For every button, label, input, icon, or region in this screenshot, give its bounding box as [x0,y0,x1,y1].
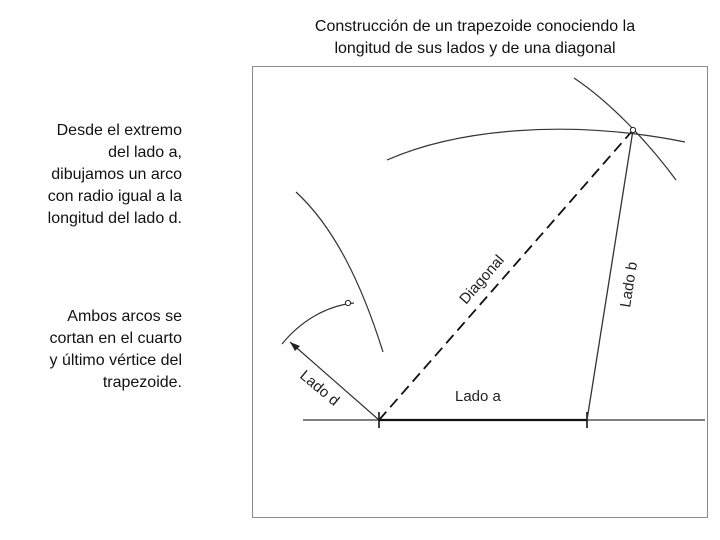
intersection-point-left [345,300,350,305]
title-line-2: longitud de sus lados y de una diagonal [334,40,616,57]
diagonal-line [379,130,633,420]
fourth-vertex-point [630,127,635,132]
label-lado-a: Lado a [455,388,501,405]
arc-upper-right [574,78,676,180]
arc-upper-left [296,192,383,352]
explanation-paragraph-2: Ambos arcos se cortan en el cuarto y último vértice del trapezoide. [49,308,182,391]
arc-upper-horizontal [387,129,685,160]
label-lado-d: Lado d [296,367,343,410]
title-line-1: Construcción de un trapezoide conociendo la [314,18,636,35]
explanation-paragraph-1: Desde el extremo del lado a, dibujamos un arco con radio igual a la longitud del lado d. [47,122,182,227]
label-lado-b: Lado b [617,260,642,309]
arc-radius-d [282,303,354,344]
label-diagonal: Diagonal [456,251,508,308]
